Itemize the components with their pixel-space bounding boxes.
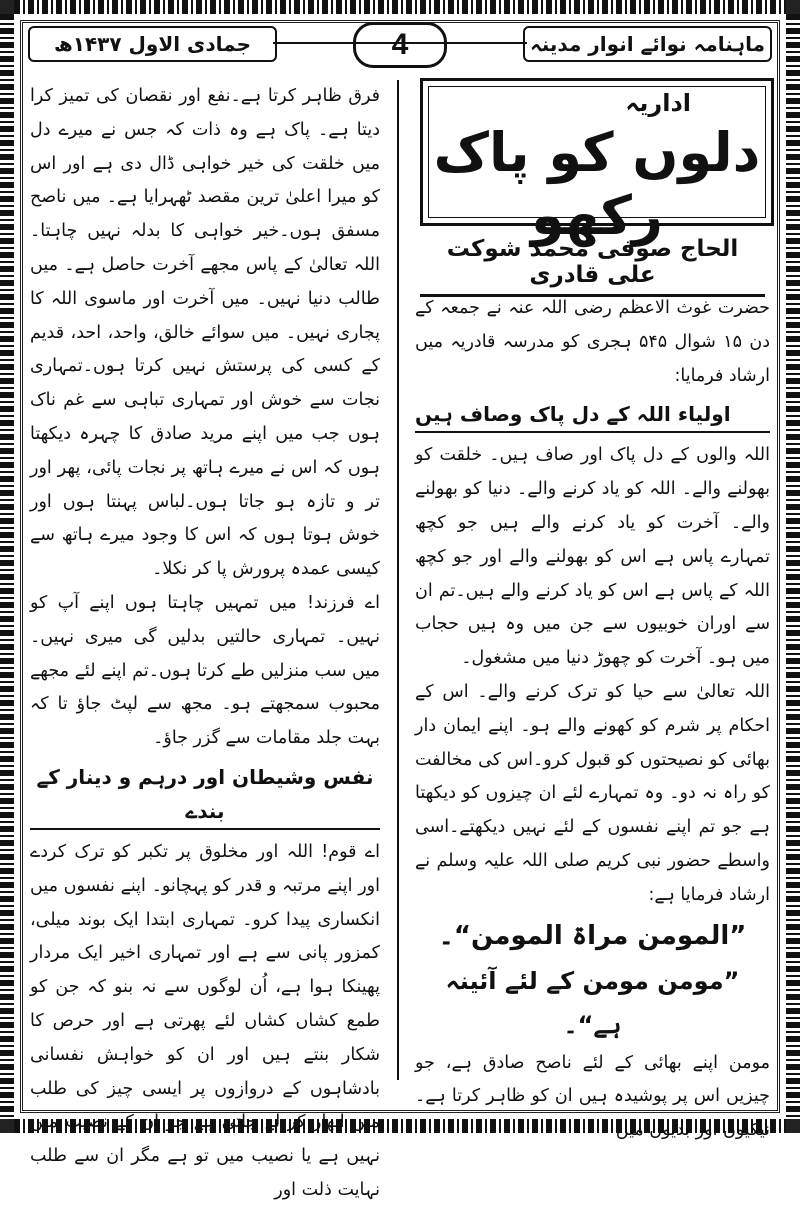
- section-heading-nafs: نفس وشیطان اور درہم و دینار کے بندے: [30, 760, 380, 830]
- left-column: [30, 80, 380, 1208]
- magazine-name: ماہنامہ نوائے انوار مدینہ: [523, 26, 772, 62]
- column-divider: [397, 80, 399, 1080]
- body-paragraph: مومن اپنے بھائی کے لئے ناصح صادق ہے، جو چیزیں اس پر پوشیدہ ہیں ان کو ظاہر کرتا ہے۔ نیکیوں اور بدیوں میں: [415, 1052, 770, 1141]
- quote-arabic: ”المومن مراۃ المومن“۔: [438, 920, 747, 951]
- ornament-left: [0, 14, 14, 1119]
- quote-urdu: ”مومن مومن کے لئے آئینہ ہے“۔: [445, 966, 740, 1039]
- author-name: الحاج صوفی محمد شوکت علی قادری: [420, 236, 765, 297]
- editorial-label: اداریہ: [625, 89, 691, 117]
- ornament-top: [14, 0, 786, 14]
- body-paragraph: اللہ والوں کے دل پاک اور صاف ہیں۔ خلقت کو بھولنے والے۔ اللہ کو یاد کرنے والے۔ دنیا کو بھولنے والے۔ آخرت کو یاد کرنے والے ہیں جو کچھ تمہارے پاس ہے اس کو بھولنے والے اور جو کچھ اللہ کے پاس ہے اس کو یاد کرنے والے ہیں۔تم ان سے اوران خوبیوں سے جن میں وہ ہیں حجاب میں ہو۔ آخرت کو چھوڑ دنیا میں مشغول۔: [415, 445, 770, 669]
- intro-paragraph: حضرت غوث الاعظم رضی اللہ عنہ نے جمعہ کے دن ۱۵ شوال ۵۴۵ ہجری کو مدرسہ قادریہ میں ارشاد فرمایا:: [415, 298, 770, 386]
- body-paragraph: اے قوم! اللہ اور مخلوق پر تکبر کو ترک کردے اور اپنے مرتبہ و قدر کو پہچانو۔ اپنے نفسوں میں انکساری پیدا کرو۔ تمہاری ابتدا ایک بوند میلی، کمزور پانی سے ہے اور تمہاری اخیر ایک مردار پھینکا ہوا ہے، اُن لوگوں سے نہ بنو کہ جن کو طمع کشاں کشاں لئے پھرتی ہے اور حرص کا شکار بنتے ہیں اور ان کو خواہش نفسانی بادشاہوں کے دروازوں پر ایسی چیز کی طلب میں ابھار کر لے جاتی ہے جو ان کے نصیب میں نہیں ہے یا نصیب میں تو ہے مگر ان سے طلب نہایت ذلت اور: [30, 841, 380, 1200]
- editorial-title-box: [420, 78, 774, 247]
- editorial-title: دلوں کو پاک رکھو: [433, 121, 761, 247]
- body-paragraph: اللہ تعالیٰ سے حیا کو ترک کرنے والے۔ اس کے احکام پر شرم کو کھونے والے ہو۔ اپنے ایمان دار بھائی کو نصیحتوں کو قبول کرو۔اس کی مخالفت کو راہ نہ دو۔ وہ تمہارے لئے ان چیزوں کو دیکھتا ہے جو تم اپنے نفسوں کے لئے نہیں دیکھتے۔اسی واسطے حضور نبی کریم صلی اللہ علیہ وسلم نے ارشاد فرمایا ہے:: [415, 681, 770, 905]
- body-paragraph: اے فرزند! میں تمہیں چاہتا ہوں اپنے آپ کو نہیں۔ تمہاری حالتیں بدلیں گی میری نہیں۔ میں سب منزلیں طے کرتا ہوں۔تم اپنے لئے مجھے محبوب سمجھتے ہو۔ مجھ سے لپٹ جاؤ تا کہ بہت جلد مقامات سے گزر جاؤ۔: [30, 592, 380, 749]
- right-column: [415, 292, 770, 1148]
- issue-date: جمادی الاول ۱۴۳۷ھ: [28, 26, 277, 62]
- section-heading-auliya: اولیاء اللہ کے دل پاک وصاف ہیں: [415, 397, 770, 433]
- page-header: [28, 22, 772, 66]
- ornament-right: [786, 14, 800, 1119]
- page-number: 4: [353, 22, 447, 68]
- body-paragraph: فرق ظاہر کرتا ہے۔نفع اور نقصان کی تمیز کرا دیتا ہے۔ پاک ہے وہ ذات کہ جس نے میرے دل میں خلقت کی خیر خواہی ڈال دی ہے اور اس کو میرا اعلیٰ ترین مقصد ٹھہرایا ہے۔ میں ناصح مسفق ہوں۔خیر خواہی کا بدلہ نہیں چاہتا۔اللہ تعالیٰ کے پاس مجھے آخرت حاصل ہے۔ میں طالب دنیا نہیں۔ میں آخرت اور ماسوی اللہ کا پجاری نہیں۔ میں سوائے خالق، واحد، احد، قدیم کے کسی کی پرستش نہیں کرتا ہوں۔تمہاری نجات سے خوش اور تمہاری تباہی سے غم ناک ہوں جب میں اپنے مرید صادق کا چہرہ دیکھتا ہوں کہ اس نے میرے ہاتھ پر نجات پائی، پھر اور تر و تازہ ہو جاتا ہوں۔لباس پہنتا ہوں اور خوش ہوتا ہوں کہ اس کا وجود میرے ہاتھ سے کیسی عمدہ پرورش پا کر نکلا۔: [30, 86, 380, 580]
